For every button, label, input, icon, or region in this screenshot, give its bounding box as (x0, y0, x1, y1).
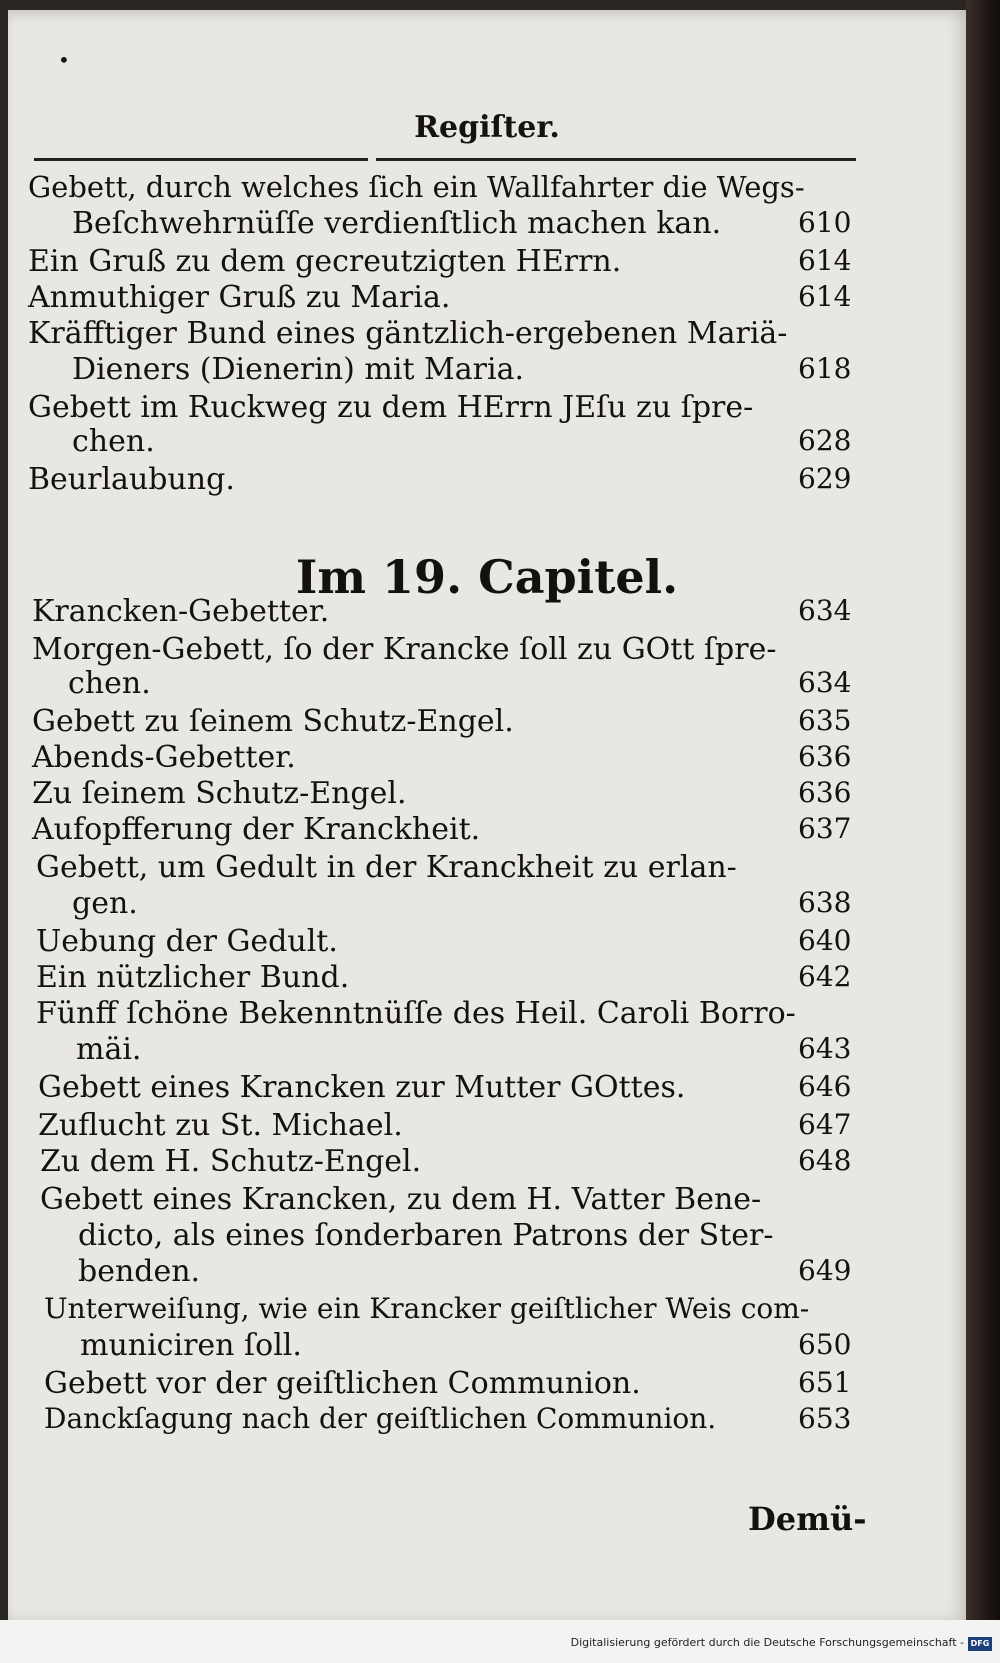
entry-title: gen. (72, 886, 138, 921)
entry-title: Unterweiſung, wie ein Krancker geiſtlicher Weis com- (44, 1292, 810, 1325)
entry-page-number: 636 (798, 740, 852, 773)
entry-page-number: 640 (798, 924, 852, 957)
entry-title: Ein nützlicher Bund. (36, 960, 350, 995)
entry-title: Dieners (Dienerin) mit Maria. (72, 352, 525, 387)
entry-title: Gebett eines Krancken, zu dem H. Vatter Bene- (40, 1182, 762, 1217)
register-entry (72, 424, 852, 464)
register-entries (8, 10, 966, 1620)
entry-title: Ein Gruß zu dem gecreutzigten HErrn. (28, 244, 622, 279)
entry-page-number: 642 (798, 960, 852, 993)
entry-title: Gebett im Ruckweg zu dem HErrn JEſu zu ſpre- (28, 390, 754, 425)
entry-title: Danckſagung nach der geiſtlichen Communion. (44, 1402, 717, 1435)
entry-title: Gebett vor der geiſtlichen Communion. (44, 1366, 641, 1401)
register-entry (72, 352, 852, 392)
entry-page-number: 638 (798, 886, 852, 919)
register-entry (36, 850, 808, 890)
entry-page-number: 649 (798, 1254, 852, 1287)
entry-title: Morgen-Gebett, ſo der Krancke ſoll zu GOtt ſpre- (32, 632, 777, 667)
register-entry (78, 1218, 808, 1258)
footer-strip (0, 1620, 1000, 1663)
entry-page-number: 637 (798, 812, 852, 845)
entry-title: Gebett, durch welches ſich ein Wallfahrter die Wegs- (28, 170, 805, 204)
entry-title: dicto, als eines ſonderbaren Patrons der Ster- (78, 1218, 774, 1253)
register-entry (44, 1292, 808, 1332)
entry-page-number: 628 (798, 424, 852, 457)
register-entry (80, 1328, 852, 1368)
entry-page-number: 618 (798, 352, 852, 385)
entry-page-number: 634 (798, 594, 852, 627)
entry-page-number: 636 (798, 776, 852, 809)
register-entry (28, 280, 852, 320)
entry-page-number: 650 (798, 1328, 852, 1361)
entry-title: Aufopfferung der Kranckheit. (32, 812, 481, 847)
register-entry (44, 1366, 852, 1406)
entry-title: Gebett eines Krancken zur Mutter GOttes. (38, 1070, 686, 1105)
catchword: Demü- (748, 1500, 867, 1538)
register-entry (36, 960, 852, 1000)
entry-title: Krancken-Gebetter. (32, 594, 330, 629)
register-entry (32, 740, 852, 780)
entry-title: Gebett zu ſeinem Schutz-Engel. (32, 704, 514, 739)
register-entry (76, 1032, 852, 1072)
entry-page-number: 610 (798, 206, 852, 239)
entry-title: Gebett, um Gedult in der Kranckheit zu erlan- (36, 850, 737, 885)
register-entry (32, 812, 852, 852)
register-entry (72, 206, 852, 246)
entry-title: Abends-Gebetter. (32, 740, 296, 775)
book-spine (966, 0, 1000, 1663)
register-entry (38, 1108, 852, 1148)
entry-title: municiren ſoll. (80, 1328, 302, 1363)
register-entry (32, 776, 852, 816)
register-entry (28, 462, 852, 502)
entry-title: Kräfftiger Bund eines gäntzlich-ergebenen Mariä- (28, 316, 788, 351)
dfg-logo: DFG (968, 1637, 992, 1651)
register-entry (36, 924, 852, 964)
entry-title: Uebung der Gedult. (36, 924, 338, 959)
entry-page-number: 646 (798, 1070, 852, 1103)
entry-title: Zuflucht zu St. Michael. (38, 1108, 403, 1143)
entry-title: benden. (78, 1254, 201, 1289)
entry-title: mäi. (76, 1032, 142, 1067)
entry-page-number: 629 (798, 462, 852, 495)
entry-title: Fünff ſchöne Bekenntnüſſe des Heil. Caroli Borro- (36, 996, 796, 1031)
register-entry (68, 666, 852, 706)
register-entry (38, 1070, 852, 1110)
register-entry (32, 704, 852, 744)
entry-title: chen. (68, 666, 151, 701)
entry-title: Zu dem H. Schutz-Engel. (40, 1144, 422, 1179)
register-entry (28, 170, 808, 210)
funding-credit: Digitalisierung gefördert durch die Deutsche Forschungsgemeinschaft - (570, 1636, 964, 1649)
entry-page-number: 634 (798, 666, 852, 699)
register-entry (28, 244, 852, 284)
entry-page-number: 614 (798, 244, 852, 277)
register-entry (78, 1254, 852, 1294)
entry-title: chen. (72, 424, 155, 459)
entry-page-number: 648 (798, 1144, 852, 1177)
entry-title: Zu ſeinem Schutz-Engel. (32, 776, 407, 811)
page-mark-bullet: • (58, 48, 70, 72)
entry-page-number: 653 (798, 1402, 852, 1435)
entry-page-number: 647 (798, 1108, 852, 1141)
register-entry (72, 886, 852, 926)
entry-page-number: 643 (798, 1032, 852, 1065)
entry-title: Anmuthiger Gruß zu Maria. (28, 280, 451, 315)
entry-title: Beurlaubung. (28, 462, 235, 497)
book-page (8, 10, 966, 1620)
entry-page-number: 614 (798, 280, 852, 313)
entry-page-number: 635 (798, 704, 852, 737)
register-entry (44, 1402, 852, 1442)
register-entry (36, 996, 808, 1036)
running-header: Regiſter. (414, 110, 560, 145)
chapter-heading: Im 19. Capitel. (295, 550, 679, 604)
entry-page-number: 651 (798, 1366, 852, 1399)
register-entry (40, 1182, 808, 1222)
register-entry (40, 1144, 852, 1184)
register-entry (28, 316, 808, 356)
entry-title: Beſchwehrnüſſe verdienſtlich machen kan. (72, 206, 722, 241)
